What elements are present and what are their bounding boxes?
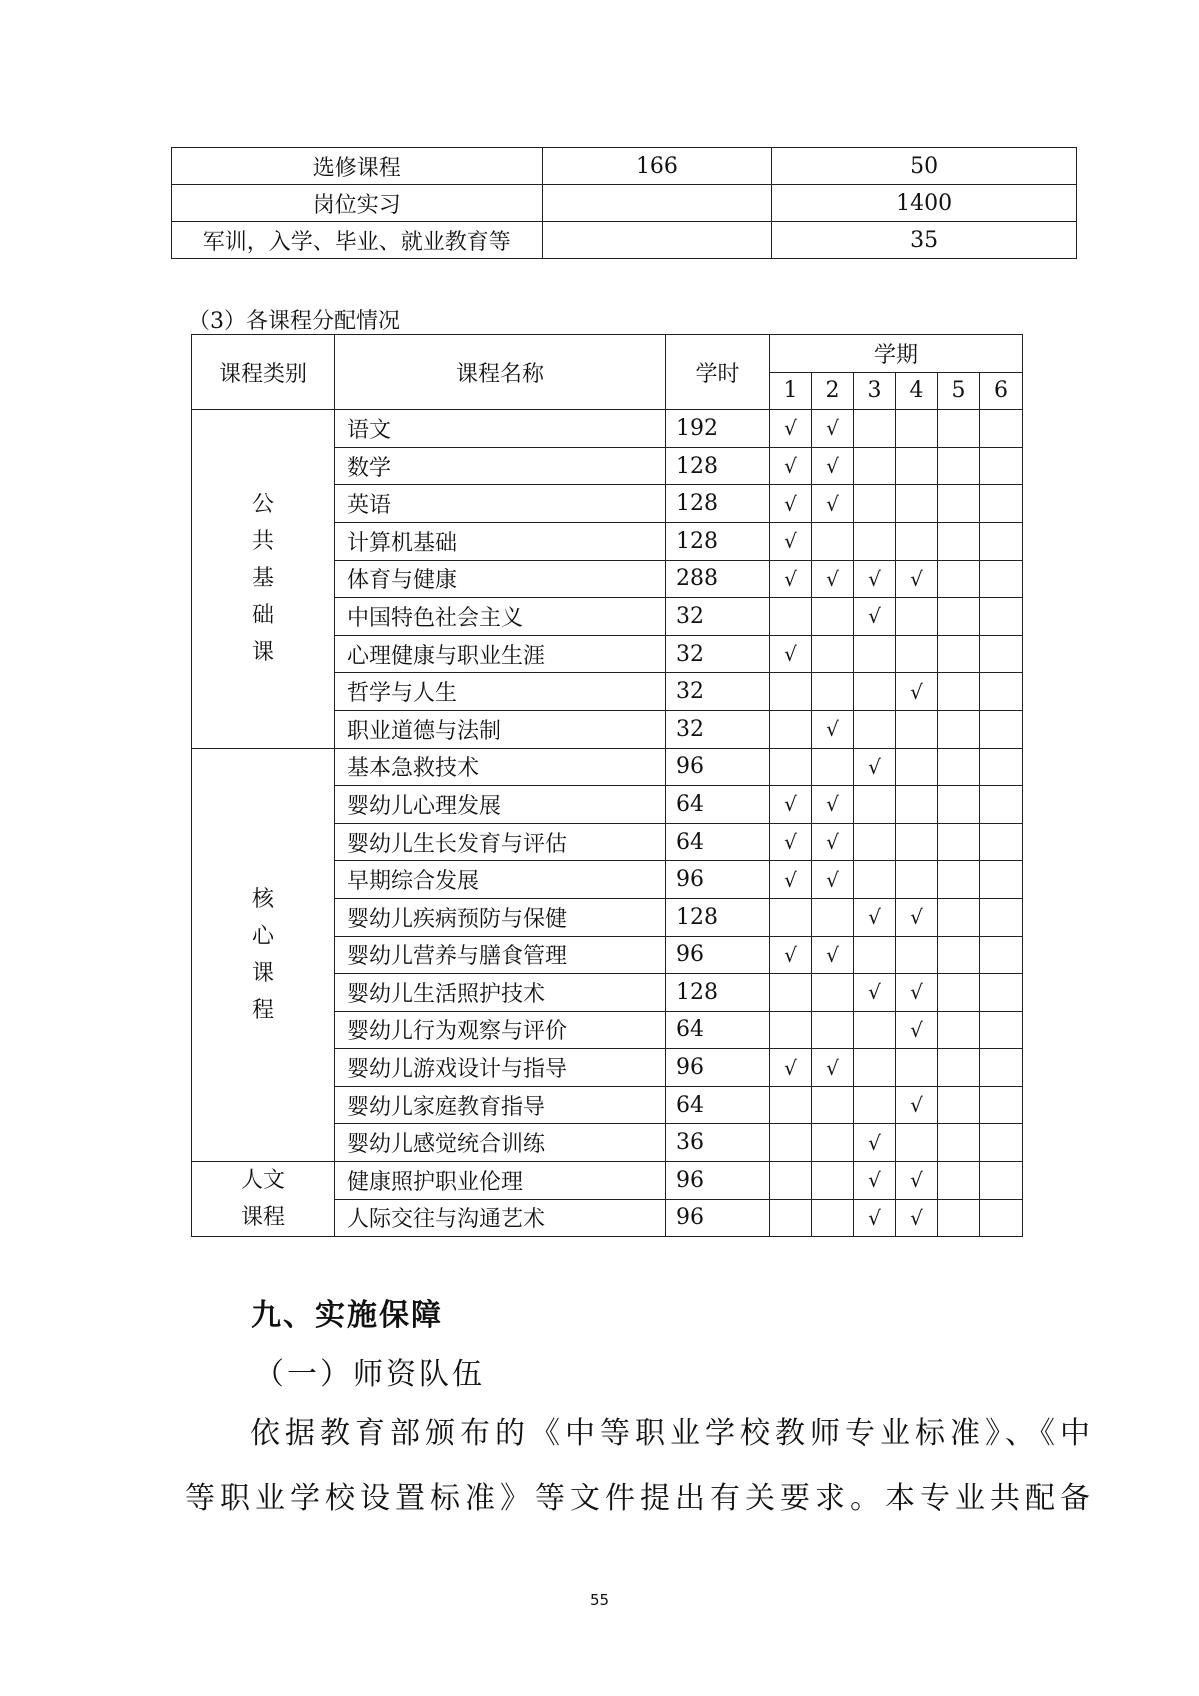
semester-cell xyxy=(980,1086,1023,1124)
check-mark-icon: √ xyxy=(826,717,839,742)
category-line: 课程 xyxy=(240,1205,285,1231)
semester-cell xyxy=(854,786,896,824)
course-name: 哲学与人生 xyxy=(335,673,666,711)
course-hours: 96 xyxy=(666,1162,770,1200)
semester-cell xyxy=(938,936,980,974)
semester-cell xyxy=(980,485,1023,523)
semester-cell xyxy=(896,485,938,523)
course-hours: 96 xyxy=(666,1049,770,1087)
semester-cell xyxy=(770,786,812,824)
semester-cell xyxy=(812,1086,854,1124)
check-mark-icon: √ xyxy=(868,604,881,629)
course-hours: 64 xyxy=(666,823,770,861)
semester-cell xyxy=(770,1011,812,1049)
check-mark-icon: √ xyxy=(910,1017,923,1042)
summary-row xyxy=(172,222,1077,259)
semester-cell xyxy=(980,1049,1023,1087)
header-semester-4: 4 xyxy=(896,372,938,410)
course-row xyxy=(192,748,1023,786)
category-char: 础 xyxy=(251,603,274,629)
semester-cell xyxy=(980,861,1023,899)
semester-cell xyxy=(938,447,980,485)
semester-cell xyxy=(854,936,896,974)
semester-cell xyxy=(896,1011,938,1049)
semester-cell xyxy=(770,823,812,861)
semester-cell xyxy=(770,1086,812,1124)
semester-cell xyxy=(980,710,1023,748)
header-category: 课程类别 xyxy=(192,335,335,410)
summary-value-a xyxy=(542,222,772,259)
semester-cell xyxy=(812,410,854,448)
check-mark-icon: √ xyxy=(784,491,797,516)
page-number: 55 xyxy=(589,1591,610,1609)
semester-cell xyxy=(896,823,938,861)
semester-cell xyxy=(896,560,938,598)
course-hours: 64 xyxy=(666,1086,770,1124)
semester-cell xyxy=(812,786,854,824)
check-mark-icon: √ xyxy=(910,1168,923,1193)
header-hours: 学时 xyxy=(666,335,770,410)
semester-cell xyxy=(980,1162,1023,1200)
course-row xyxy=(192,410,1023,448)
semester-cell xyxy=(938,598,980,636)
course-hours: 32 xyxy=(666,710,770,748)
category-char: 核 xyxy=(251,886,274,912)
semester-cell xyxy=(812,1124,854,1162)
semester-cell xyxy=(770,485,812,523)
semester-cell xyxy=(854,1124,896,1162)
semester-cell xyxy=(812,936,854,974)
category-cell xyxy=(192,748,335,1162)
semester-cell xyxy=(980,974,1023,1012)
semester-cell xyxy=(770,635,812,673)
semester-cell xyxy=(854,861,896,899)
semester-cell xyxy=(980,786,1023,824)
semester-cell xyxy=(812,710,854,748)
semester-cell xyxy=(980,898,1023,936)
semester-cell xyxy=(938,710,980,748)
check-mark-icon: √ xyxy=(784,642,797,667)
semester-cell xyxy=(770,560,812,598)
semester-cell xyxy=(854,522,896,560)
course-hours: 96 xyxy=(666,1199,770,1237)
category-char: 心 xyxy=(251,923,274,949)
semester-cell xyxy=(812,485,854,523)
course-hours: 288 xyxy=(666,560,770,598)
semester-cell xyxy=(854,598,896,636)
semester-cell xyxy=(980,1199,1023,1237)
check-mark-icon: √ xyxy=(826,491,839,516)
check-mark-icon: √ xyxy=(868,980,881,1005)
semester-cell xyxy=(812,898,854,936)
semester-cell xyxy=(770,522,812,560)
category-cell xyxy=(192,410,335,748)
check-mark-icon: √ xyxy=(784,942,797,967)
course-name: 早期综合发展 xyxy=(335,861,666,899)
semester-cell xyxy=(938,748,980,786)
semester-cell xyxy=(980,1011,1023,1049)
course-hours: 36 xyxy=(666,1124,770,1162)
summary-value-b: 35 xyxy=(772,222,1077,259)
semester-cell xyxy=(938,898,980,936)
semester-cell xyxy=(812,447,854,485)
course-name: 基本急救技术 xyxy=(335,748,666,786)
paragraph-line: 依据教育部颁布的《中等职业学校教师专业标准》、《中 xyxy=(250,1416,1095,1451)
check-mark-icon: √ xyxy=(784,566,797,591)
semester-cell xyxy=(896,974,938,1012)
check-mark-icon: √ xyxy=(826,566,839,591)
header-name: 课程名称 xyxy=(335,335,666,410)
check-mark-icon: √ xyxy=(910,566,923,591)
semester-cell xyxy=(812,560,854,598)
semester-cell xyxy=(980,560,1023,598)
subsection-heading: （一）师资队伍 xyxy=(254,1357,485,1392)
category-char: 课 xyxy=(251,960,274,986)
semester-cell xyxy=(938,673,980,711)
semester-cell xyxy=(854,1011,896,1049)
check-mark-icon: √ xyxy=(868,754,881,779)
semester-cell xyxy=(770,1124,812,1162)
course-name: 婴幼儿行为观察与评价 xyxy=(335,1011,666,1049)
course-hours: 96 xyxy=(666,748,770,786)
semester-cell xyxy=(770,898,812,936)
course-distribution-table xyxy=(191,334,1023,1237)
check-mark-icon: √ xyxy=(826,792,839,817)
semester-cell xyxy=(938,635,980,673)
semester-cell xyxy=(770,936,812,974)
summary-value-b: 50 xyxy=(772,148,1077,185)
semester-cell xyxy=(854,898,896,936)
summary-row xyxy=(172,185,1077,222)
semester-cell xyxy=(770,410,812,448)
semester-cell xyxy=(770,1049,812,1087)
semester-cell xyxy=(938,823,980,861)
semester-cell xyxy=(854,673,896,711)
check-mark-icon: √ xyxy=(910,905,923,930)
header-semester-1: 1 xyxy=(770,372,812,410)
course-name: 数学 xyxy=(335,447,666,485)
category-char: 公 xyxy=(251,492,274,518)
semester-cell xyxy=(896,410,938,448)
check-mark-icon: √ xyxy=(910,980,923,1005)
semester-cell xyxy=(770,710,812,748)
course-name: 婴幼儿生活照护技术 xyxy=(335,974,666,1012)
semester-cell xyxy=(938,410,980,448)
semester-cell xyxy=(770,1162,812,1200)
check-mark-icon: √ xyxy=(784,1055,797,1080)
semester-cell xyxy=(980,823,1023,861)
course-hours: 64 xyxy=(666,1011,770,1049)
semester-cell xyxy=(854,1049,896,1087)
header-semester-6: 6 xyxy=(980,372,1023,410)
semester-cell xyxy=(854,823,896,861)
semester-cell xyxy=(770,673,812,711)
check-mark-icon: √ xyxy=(868,905,881,930)
course-name: 心理健康与职业生涯 xyxy=(335,635,666,673)
semester-cell xyxy=(896,710,938,748)
course-hours: 32 xyxy=(666,598,770,636)
category-char: 共 xyxy=(251,529,274,555)
check-mark-icon: √ xyxy=(784,416,797,441)
semester-cell xyxy=(938,1086,980,1124)
category-line: 人文 xyxy=(240,1168,285,1194)
semester-cell xyxy=(896,1049,938,1087)
course-hours: 192 xyxy=(666,410,770,448)
check-mark-icon: √ xyxy=(868,1130,881,1155)
semester-cell xyxy=(896,1124,938,1162)
semester-cell xyxy=(770,861,812,899)
check-mark-icon: √ xyxy=(910,1093,923,1118)
semester-cell xyxy=(854,1199,896,1237)
semester-cell xyxy=(812,635,854,673)
semester-cell xyxy=(896,1199,938,1237)
semester-cell xyxy=(854,1162,896,1200)
header-semester-3: 3 xyxy=(854,372,896,410)
check-mark-icon: √ xyxy=(784,454,797,479)
semester-cell xyxy=(938,1011,980,1049)
course-name: 婴幼儿家庭教育指导 xyxy=(335,1086,666,1124)
header-semester-2: 2 xyxy=(812,372,854,410)
course-name: 婴幼儿营养与膳食管理 xyxy=(335,936,666,974)
summary-label: 军训，入学、毕业、就业教育等 xyxy=(172,222,543,259)
semester-cell xyxy=(812,1162,854,1200)
summary-value-a xyxy=(542,185,772,222)
semester-cell xyxy=(854,974,896,1012)
semester-cell xyxy=(938,786,980,824)
category-char: 课 xyxy=(251,640,274,666)
category-char: 程 xyxy=(251,997,274,1023)
semester-cell xyxy=(854,560,896,598)
semester-cell xyxy=(812,861,854,899)
semester-cell xyxy=(896,447,938,485)
course-name: 婴幼儿游戏设计与指导 xyxy=(335,1049,666,1087)
semester-cell xyxy=(896,673,938,711)
course-hours: 32 xyxy=(666,635,770,673)
check-mark-icon: √ xyxy=(868,1205,881,1230)
check-mark-icon: √ xyxy=(826,416,839,441)
course-name: 职业道德与法制 xyxy=(335,710,666,748)
semester-cell xyxy=(812,522,854,560)
semester-cell xyxy=(980,522,1023,560)
summary-label: 岗位实习 xyxy=(172,185,543,222)
semester-cell xyxy=(980,410,1023,448)
summary-row xyxy=(172,148,1077,185)
semester-cell xyxy=(854,1086,896,1124)
check-mark-icon: √ xyxy=(910,1205,923,1230)
semester-cell xyxy=(896,598,938,636)
semester-cell xyxy=(938,485,980,523)
semester-cell xyxy=(980,748,1023,786)
paragraph-line: 等职业学校设置标准》等文件提出有关要求。本专业共配备 xyxy=(185,1481,1095,1516)
course-name: 英语 xyxy=(335,485,666,523)
course-hours: 128 xyxy=(666,485,770,523)
semester-cell xyxy=(854,635,896,673)
semester-cell xyxy=(896,936,938,974)
semester-cell xyxy=(896,635,938,673)
semester-cell xyxy=(854,710,896,748)
check-mark-icon: √ xyxy=(784,529,797,554)
semester-cell xyxy=(854,447,896,485)
course-name: 婴幼儿感觉统合训练 xyxy=(335,1124,666,1162)
course-name: 婴幼儿疾病预防与保健 xyxy=(335,898,666,936)
category-char: 基 xyxy=(251,566,274,592)
semester-cell xyxy=(896,861,938,899)
semester-cell xyxy=(938,1124,980,1162)
semester-cell xyxy=(812,823,854,861)
course-hours: 128 xyxy=(666,447,770,485)
semester-cell xyxy=(938,974,980,1012)
check-mark-icon: √ xyxy=(784,792,797,817)
semester-cell xyxy=(812,1049,854,1087)
semester-cell xyxy=(896,786,938,824)
course-hours: 64 xyxy=(666,786,770,824)
semester-cell xyxy=(980,936,1023,974)
course-hours: 32 xyxy=(666,673,770,711)
semester-cell xyxy=(812,1011,854,1049)
semester-cell xyxy=(938,1049,980,1087)
header-semester: 学期 xyxy=(770,335,1023,373)
header-semester-5: 5 xyxy=(938,372,980,410)
semester-cell xyxy=(812,974,854,1012)
section-heading: 九、实施保障 xyxy=(251,1298,443,1333)
semester-cell xyxy=(938,522,980,560)
check-mark-icon: √ xyxy=(868,1168,881,1193)
semester-cell xyxy=(770,598,812,636)
semester-cell xyxy=(812,598,854,636)
course-name: 计算机基础 xyxy=(335,522,666,560)
course-name: 人际交往与沟通艺术 xyxy=(335,1199,666,1237)
table-caption: （3）各课程分配情况 xyxy=(188,309,400,334)
course-name: 体育与健康 xyxy=(335,560,666,598)
course-hours: 128 xyxy=(666,522,770,560)
course-hours: 128 xyxy=(666,898,770,936)
check-mark-icon: √ xyxy=(868,566,881,591)
semester-cell xyxy=(896,898,938,936)
semester-cell xyxy=(770,447,812,485)
semester-cell xyxy=(980,673,1023,711)
semester-cell xyxy=(980,447,1023,485)
semester-cell xyxy=(980,635,1023,673)
course-row xyxy=(192,1162,1023,1200)
semester-cell xyxy=(854,410,896,448)
semester-cell xyxy=(938,1199,980,1237)
semester-cell xyxy=(896,748,938,786)
semester-cell xyxy=(938,1162,980,1200)
course-hours: 96 xyxy=(666,936,770,974)
summary-table xyxy=(171,147,1077,259)
check-mark-icon: √ xyxy=(784,830,797,855)
semester-cell xyxy=(854,485,896,523)
check-mark-icon: √ xyxy=(826,867,839,892)
semester-cell xyxy=(812,673,854,711)
check-mark-icon: √ xyxy=(826,454,839,479)
course-name: 语文 xyxy=(335,410,666,448)
semester-cell xyxy=(770,1199,812,1237)
check-mark-icon: √ xyxy=(826,1055,839,1080)
course-name: 中国特色社会主义 xyxy=(335,598,666,636)
semester-cell xyxy=(896,1086,938,1124)
check-mark-icon: √ xyxy=(826,942,839,967)
summary-value-b: 1400 xyxy=(772,185,1077,222)
semester-cell xyxy=(770,974,812,1012)
category-cell xyxy=(192,1162,335,1237)
summary-value-a: 166 xyxy=(542,148,772,185)
semester-cell xyxy=(896,1162,938,1200)
course-name: 健康照护职业伦理 xyxy=(335,1162,666,1200)
semester-cell xyxy=(854,748,896,786)
semester-cell xyxy=(980,598,1023,636)
course-hours: 96 xyxy=(666,861,770,899)
semester-cell xyxy=(812,748,854,786)
check-mark-icon: √ xyxy=(910,679,923,704)
course-name: 婴幼儿心理发展 xyxy=(335,786,666,824)
summary-label: 选修课程 xyxy=(172,148,543,185)
course-name: 婴幼儿生长发育与评估 xyxy=(335,823,666,861)
semester-cell xyxy=(980,1124,1023,1162)
check-mark-icon: √ xyxy=(784,867,797,892)
semester-cell xyxy=(770,748,812,786)
semester-cell xyxy=(938,861,980,899)
course-hours: 128 xyxy=(666,974,770,1012)
semester-cell xyxy=(938,560,980,598)
check-mark-icon: √ xyxy=(826,830,839,855)
semester-cell xyxy=(812,1199,854,1237)
semester-cell xyxy=(896,522,938,560)
